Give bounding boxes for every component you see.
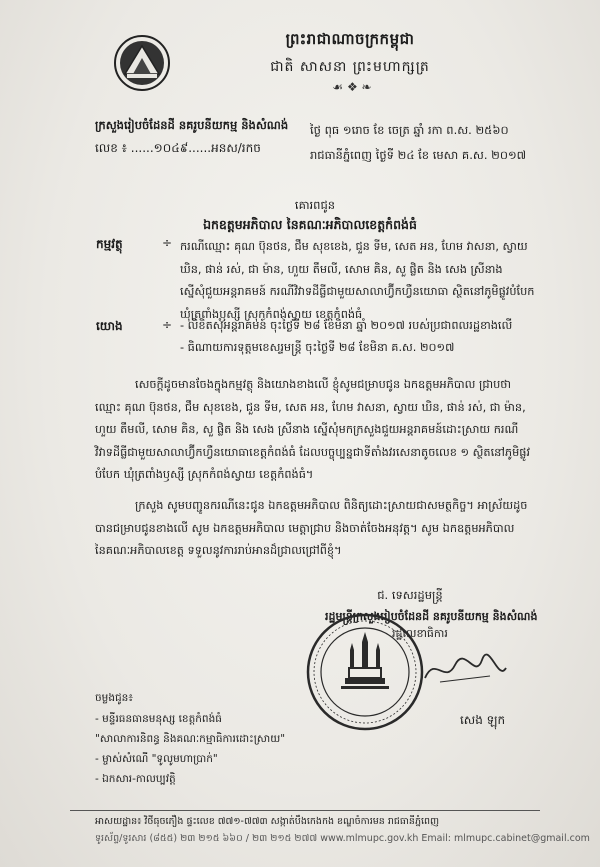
signer-name: សេង ឡុក bbox=[460, 713, 506, 727]
reference-label: យោង bbox=[96, 319, 123, 333]
signer-role: ជ. ទេសរដ្ឋមន្ត្រី bbox=[377, 588, 443, 602]
kingdom-heading: ព្រះរាជាណាចក្រកម្ពុជា bbox=[285, 30, 415, 48]
reference-line: - លិខិតសុំអន្តរាគមន៍ ចុះថ្ងៃទី ២៨ ខែមិនា ឆ្នាំ ២០១៧ របស់ប្រជាពលរដ្ឋខាងលើ bbox=[180, 319, 513, 332]
cc-item: - ឯកសារ-កាលប្បវត្តិ bbox=[95, 773, 176, 785]
cc-title: ចម្លងជូន៖ bbox=[95, 692, 133, 704]
recipient: ឯកឧត្តមអភិបាល នៃគណៈអភិបាលខេត្តកំពង់ធំ bbox=[203, 217, 417, 232]
national-motto: ជាតិ សាសនា ព្រះមហាក្សត្រ bbox=[270, 59, 430, 75]
footer-address: អាសយដ្ឋាន៖ វិថីធុចភឿង ផ្ទះលេខ ៧៧១-៧៧៣ សង្កាត់បឹងកេងកង ខណ្ឌចំការមន រាជធានីភ្នំពេញ bbox=[95, 816, 440, 827]
body-paragraph-1: សេចក្តីដូចមានចែងក្នុងកម្មវត្ថុ និងយោងខាងលើ ខ្ញុំសូមជម្រាបជូន ឯកឧត្តមអភិបាល ជ្រាបថា ឈ្មោះ គុណ ប៊ុនថន, ជឹម សុខខេង, ជួន ទីម, សេត អន, ហែម វាសនា, ស្វាយ ឃិន, ផាន់ រស់, ជា ម៉ាន, ហួយ តឹមលី, សោម គិន, សួ ផ្លិត និង សេង ស្រីនាង ស្នើសុំមកក្រសួងជួយអន្តរាគមន៍ដោះស្រាយ ករណីវិវាទដីធ្លីជាមួយសាលាហ្វ៊ីកហ្វឺនយោធាខេត្តកំពង់ធំ ដែលបច្ចុប្បន្នជាទីតាំងវរសេនាតូចលេខ ១ ស្ថិតនៅភូមិផ្លូវបំបែក ឃុំត្រពាំងឫស្សី ស្រុកកំពង់ស្វាយ ខេត្តកំពង់ធំ។ bbox=[95, 378, 531, 481]
signer-organization: រដ្ឋមន្ត្រីក្រសួងរៀបចំដែនដី នគរូបនីយកម្ម និងសំណង់ bbox=[325, 610, 538, 623]
footer-contact: ទូរស័ព្ទ/ទូរសារ (៨៥៥) ២៣ ២១៥ ៦៦០ / ២៣ ២១៥ ២៧៧ www.mlmupc.gov.kh Email: mlmupc.cabinet@gmail.com bbox=[95, 833, 590, 844]
header-ornament: ☙ ❖ ❧ bbox=[332, 80, 372, 94]
body-paragraph-2: ក្រសួង សូមបញ្ជូនករណីនេះជូន ឯកឧត្តមអភិបាល ពិនិត្យដោះស្រាយជាសមត្ថកិច្ច។ អាស្រ័យដូចបានជម្រាបជូនខាងលើ សូម ឯកឧត្តមអភិបាល មេត្តាជ្រាប និងចាត់ចែងអនុវត្ត។ សូម ឯកឧត្តមអភិបាល នៃគណៈអភិបាលខេត្ត ទទួលនូវការរាប់អានដ៏ជ្រាលជ្រៅពីខ្ញុំ។ bbox=[95, 499, 528, 557]
lunar-date: ថ្ងៃ ពុធ ១រោច ខែ ចេត្រ ឆ្នាំ រកា ព.ស. ២៥៦០ bbox=[310, 123, 509, 137]
addressed-to: គោរពជូន bbox=[294, 198, 336, 212]
cc-item: "សាលាការនិពន្ធ និងគណៈកម្មាធិការដោះស្រាយ" bbox=[95, 733, 286, 745]
official-seal-icon bbox=[305, 612, 425, 732]
cc-item: - មន្ទីរធនធានមនុស្ស ខេត្តកំពង់ធំ bbox=[95, 713, 222, 725]
letter-number: លេខ ៖ ......១០៤៩......អនស/រកច bbox=[95, 141, 261, 155]
footer-divider bbox=[70, 810, 540, 811]
signer-title: រដ្ឋលេខាធិការ bbox=[392, 627, 448, 640]
cc-item: - ម្ចាស់សំណើ "ទូលូមហាប្រាក់" bbox=[95, 753, 218, 765]
subject-colon: ÷ bbox=[162, 236, 173, 250]
solar-date: រាជធានីភ្នំពេញ ថ្ងៃទី ២៤ ខែ មេសា គ.ស. ២០១៧ bbox=[310, 148, 527, 162]
subject-label: កម្មវត្ថុ bbox=[96, 237, 123, 251]
reference-line: - ធិណាយការទុត្តមខេសរ្ទមន្រ្តី ចុះថ្ងៃទី ២៨ ខែមិនា គ.ស. ២០១៧ bbox=[180, 341, 455, 354]
reference-colon: ÷ bbox=[162, 318, 173, 332]
ministry-name: ក្រសួងរៀបចំដែនដី នគរូបនីយកម្ម និងសំណង់ bbox=[95, 118, 289, 132]
subject-text: ករណីឈ្មោះ គុណ ប៊ុនថន, ជឹម សុខខេង, ជួន ទីម, សេត អន, ហែម វាសនា, ស្វាយ ឃិន, ផាន់ រស់, ជា ម៉ាន, ហួយ តឹមលី, សោម គិន, សួ ផ្លិត និង សេង ស្រីនាង ស្នើសុំជួយអន្តរាគមន៍ ករណីវិវាទដីធ្លីជាមួយសាលាហ្វ៊ីកហ្វឺនយោធា ស្ថិតនៅភូមិផ្លូវបំបែក ឃុំត្រពាំងឫស្សី ស្រុកកំពង់ស្វាយ ខេត្តកំពង់ធំ bbox=[180, 240, 535, 321]
signature-mark bbox=[420, 650, 510, 690]
ministry-emblem-icon bbox=[113, 34, 171, 92]
